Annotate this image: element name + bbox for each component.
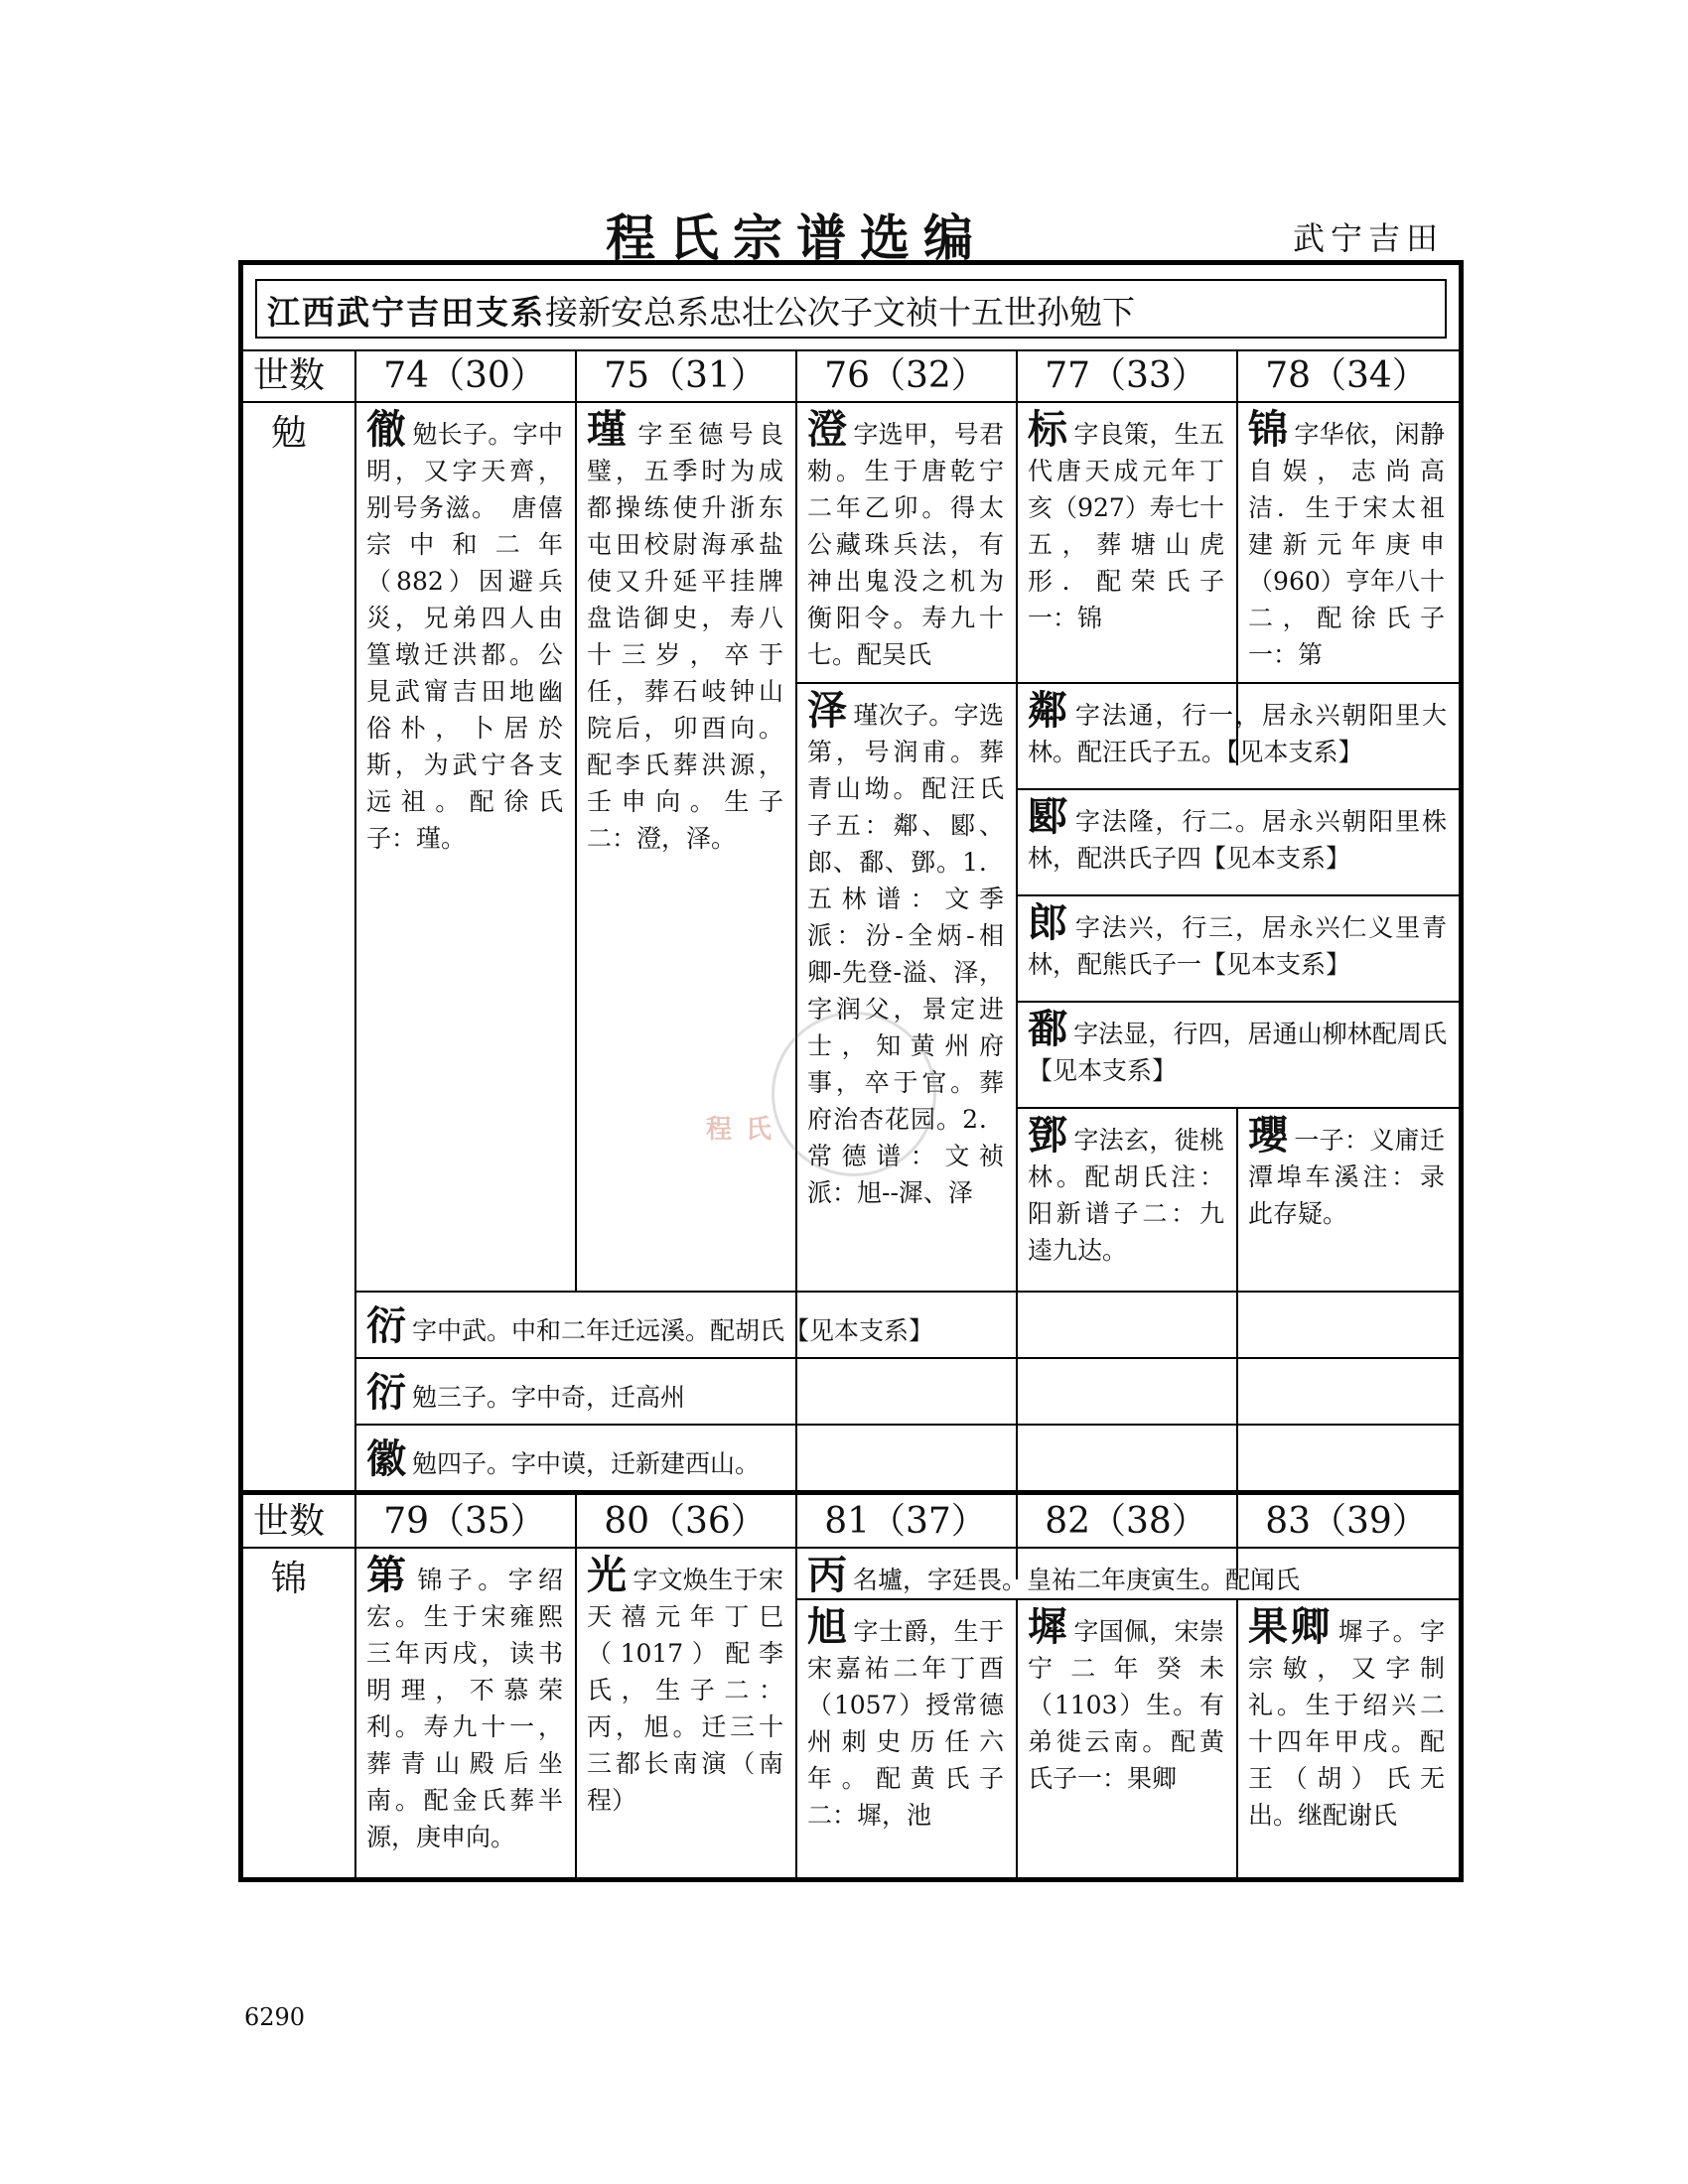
branch-text: 接新安总系忠壮公次子文祯十五世孙勉下: [545, 293, 1135, 332]
person-cell: 郾字法隆，行二。居永兴朝阳里株林，配洪氏子四【见本支系】: [1028, 793, 1447, 873]
page-subtitle: 武宁吉田: [1293, 219, 1445, 257]
person-cell: 郎字法兴，行三，居永兴仁义里青林，配熊氏子一【见本支系】: [1028, 899, 1447, 979]
person-cell: 丙名壚，字廷畏。皇祐二年庚寅生。配闻氏: [807, 1552, 1301, 1598]
generation-75: 75（31）: [604, 355, 767, 396]
generation-label: 世数: [253, 355, 326, 396]
generation-74: 74（30）: [383, 355, 546, 396]
generation-80: 80（36）: [604, 1501, 767, 1542]
person-cell: 澄字选甲，号君勑。生于唐乾宁二年乙卯。得太公藏珠兵法，有神出鬼没之机为衡阳令。寿九十七。配吴氏: [807, 406, 1004, 669]
generation-77: 77（33）: [1045, 355, 1207, 396]
person-cell: 瑾字至德号良璧，五季时为成都操练使升浙东屯田校尉海承盐使又升延平挂牌盘诰御史，寿八十三岁，卒于任，葬石岐钟山院后，卯酉向。配李氏葬洪源，壬申向。生子二：澄，泽。: [587, 406, 783, 853]
page-title: 程氏宗谱选编: [606, 208, 987, 267]
generation-83: 83（39）: [1265, 1501, 1428, 1542]
page-number: 6290: [244, 2003, 306, 2031]
seal-watermark: [772, 1012, 936, 1176]
person-cell: 果卿 墀子。字宗敏，又字制礼。生于绍兴二十四年甲戌。配王（胡）氏无出。继配谢氏: [1248, 1603, 1445, 1830]
person-cell: 瓔一子：义庯迁潭埠车溪注：录此存疑。: [1248, 1112, 1445, 1228]
person-cell: 衍字中武。中和二年迁远溪。配胡氏【见本支系】: [366, 1302, 934, 1349]
watermark-text: 程氏: [706, 1115, 786, 1145]
generation-76: 76（32）: [824, 355, 987, 396]
branch-highlight: 江西武宁吉田支系: [267, 293, 545, 332]
root-ancestor: 锦: [271, 1559, 308, 1599]
generation-label: 世数: [253, 1501, 326, 1542]
person-cell: 鄱字法显，行四，居通山柳林配周氏【见本支系】: [1028, 1006, 1447, 1085]
generation-78: 78（34）: [1265, 355, 1428, 396]
person-cell: 衍勉三子。字中奇，迁高州: [366, 1369, 686, 1416]
person-cell: 光字文焕生于宋天禧元年丁巳（1017）配李氏，生子二：丙，旭。迁三十三都长南演（南程）: [587, 1552, 783, 1815]
genealogy-table: [238, 260, 1464, 1882]
person-cell: 徹勉长子。字中明，又字天齊，别号务滋。 唐僖宗中和二年（882）因避兵災，兄弟四人由篁墩迁洪都。公見武甯吉田地幽俗朴，卜居於斯，为武宁各支远祖。配徐氏子：瑾。: [366, 406, 563, 853]
person-cell: 鄰字法通，行一，居永兴朝阳里大林。配汪氏子五。【见本支系】: [1028, 687, 1447, 766]
generation-79: 79（35）: [383, 1501, 546, 1542]
person-cell: 鄧字法玄，徙桃林。配胡氏注：阳新谱子二：九逵九达。: [1028, 1112, 1224, 1265]
person-cell: 旭字士爵，生于宋嘉祐二年丁酉（1057）授常德州刺史历任六年。配黄氏子二：墀，池: [807, 1603, 1004, 1830]
person-cell: 第锦子。字绍宏。生于宋雍熙三年丙戌，读书明理，不慕荣利。寿九十一，葬青山殿后坐南。配金氏葬半源，庚申向。: [366, 1552, 563, 1851]
person-cell: 标字良策，生五代唐天成元年丁亥（927）寿七十五，葬塘山虎形．配荣氏子一：锦: [1028, 406, 1224, 632]
person-cell: 锦字华依，闲静自娱，志尚高洁．生于宋太祖建新元年庚申（960）亨年八十二，配徐氏子一：第: [1248, 406, 1445, 669]
person-cell: 徽勉四子。字中谟，迁新建西山。: [366, 1435, 761, 1482]
person-cell: 墀字国佩，宋崇宁二年癸未（1103）生。有弟徙云南。配黄氏子一：果卿: [1028, 1603, 1224, 1793]
generation-82: 82（38）: [1045, 1501, 1207, 1542]
person-cell: 泽瑾次子。字选第，号润甫。葬青山坳。配汪氏子五：鄰、郾、郎、鄱、鄧。1．五林谱：文季派：汾-全炳-相卿-先登-溢、泽，字润父，景定进士，知黄州府事，卒于官。葬府治杏花园。2．常德谱：文祯派：旭--漽、泽: [807, 687, 1004, 1207]
branch-title: [255, 279, 1447, 339]
root-ancestor: 勉: [271, 413, 308, 454]
generation-81: 81（37）: [824, 1501, 987, 1542]
